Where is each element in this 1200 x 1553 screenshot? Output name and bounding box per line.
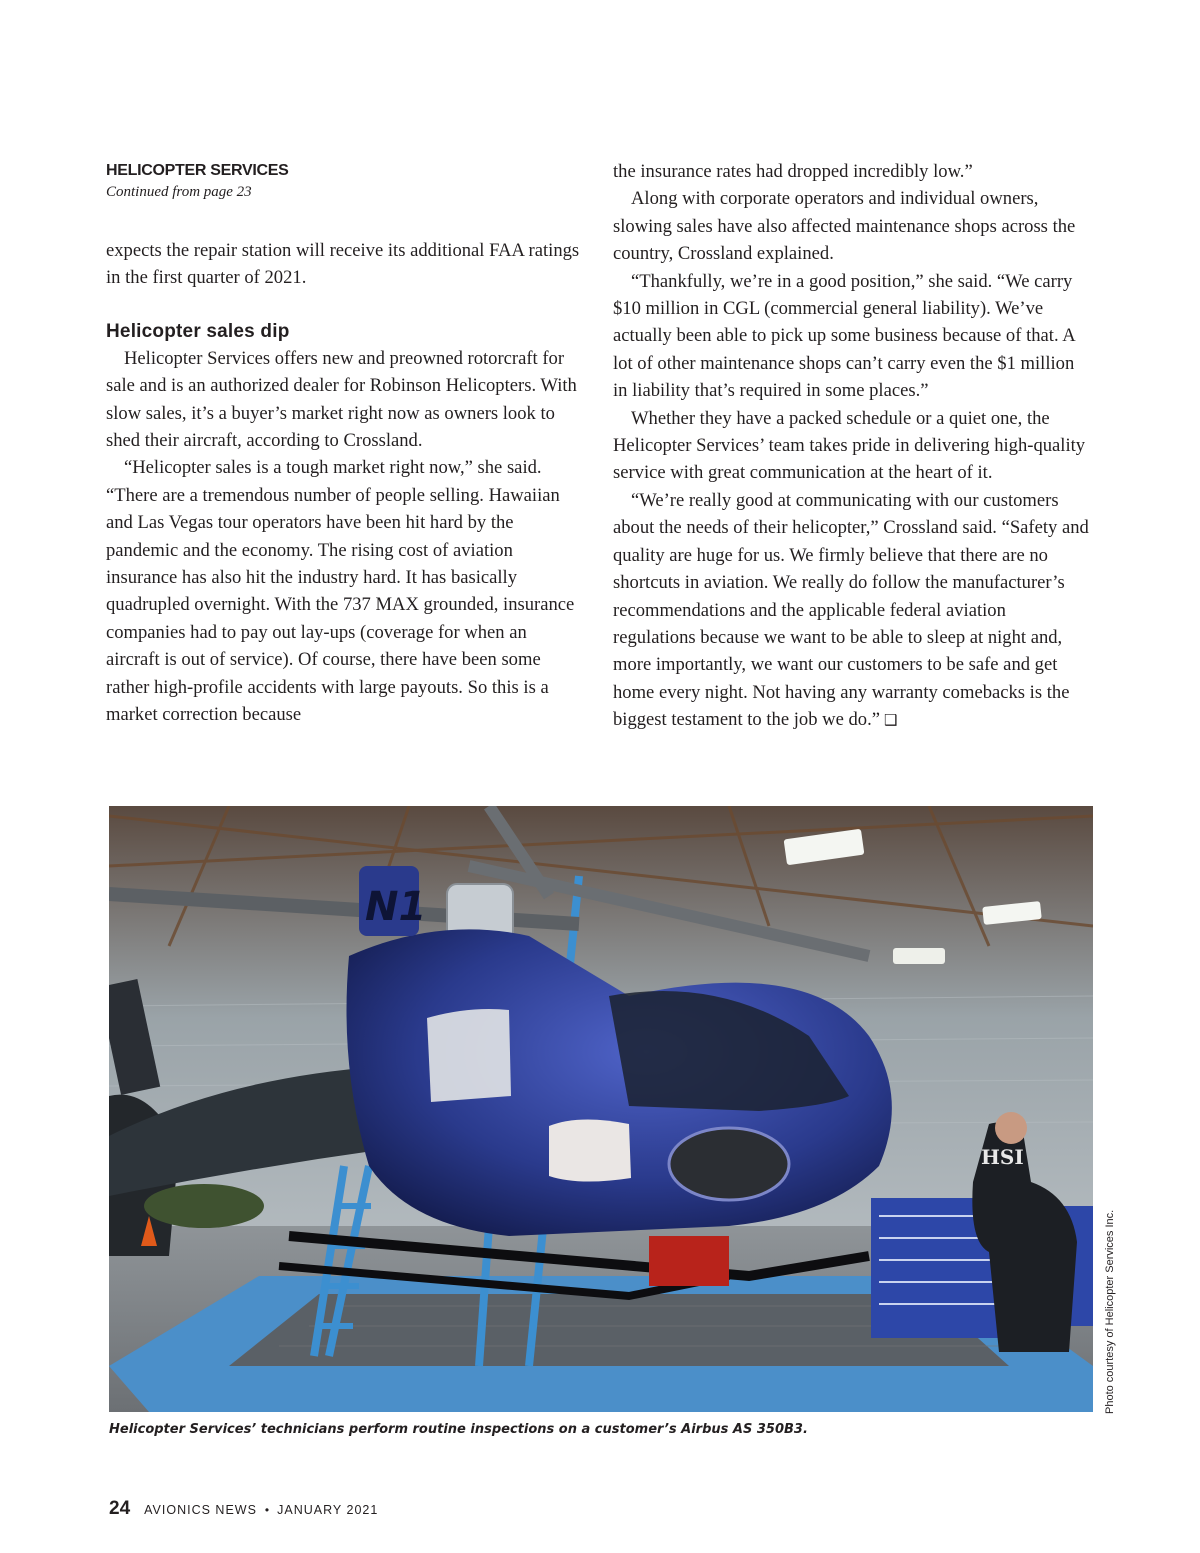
jacket-logo-text: HSI [981, 1145, 1024, 1169]
right-column [613, 158, 1091, 735]
body-paragraph: “Helicopter sales is a tough market right now,” she said. “There are a tremendous number of people selling. Hawaiian and Las Vegas tour operators have been hit hard by the pandemic and the economy. The rising cost of aviation insurance has also hit the industry hard. It has basically quadrupled overnight. With the 737 MAX grounded, insurance companies had to pay out lay-ups (coverage for when an aircraft is out of service). Of course, there have been some rather high-profile accidents with large payouts. So this is a market correction because [106, 457, 575, 726]
body-text: “We’re really good at communicating with our customers about the needs of their helicopter,” Crossland said. “Safety and quality are huge for us. We firmly believe that there are no shortcuts in aviation. We really do follow the manufacturer’s recommendations and the applicable federal aviation regulations because we want to be able to sleep at night and, more importantly, we want our customers to be safe and get home every night. Not having any warranty comebacks is the biggest testament to the job we do.” [613, 489, 1089, 731]
left-column [106, 237, 584, 729]
body-paragraph: Helicopter Services offers new and preowned rotorcraft for sale and is an authorized dealer for Robinson Helicopters. With slow sales, it’s a buyer’s market right now as owners look to shed their aircraft, according to Crossland. [106, 347, 577, 452]
body-paragraph: expects the repair station will receive its additional FAA ratings in the first quarter of 2021. [106, 240, 580, 289]
body-paragraph: Whether they have a packed schedule or a quiet one, the Helicopter Services’ team takes pride in delivering high-quality service with great communication at the heart of it. [613, 407, 1086, 484]
helicopter-photo [109, 806, 1093, 1412]
photo-caption: Helicopter Services’ technicians perform routine inspections on a customer’s Airbus AS 350B3. [109, 1422, 808, 1437]
page-number: 24 [109, 1498, 131, 1519]
end-of-article-mark: ❑ [883, 711, 898, 730]
photo-credit: Photo courtesy of Helicopter Services Inc. [1104, 1209, 1116, 1414]
publication-name: AVIONICS NEWS [144, 1503, 257, 1517]
body-paragraph: “Thankfully, we’re in a good position,” she said. “We carry $10 million in CGL (commercial general liability). We’ve actually been able to pick up some business because of that. A lot of other maintenance shops can’t carry even the $1 million in liability that’s required in some places.” [613, 270, 1075, 402]
body-paragraph [613, 487, 1091, 735]
section-label: HELICOPTER SERVICES [106, 162, 289, 179]
tail-number-text: N1 [365, 884, 427, 930]
continued-note: Continued from page 23 [106, 184, 252, 200]
subheading: Helicopter sales dip [106, 320, 290, 342]
issue-date: JANUARY 2021 [277, 1503, 379, 1517]
footer-separator: • [264, 1503, 270, 1517]
body-paragraph: the insurance rates had dropped incredibly low.” [613, 161, 973, 182]
body-paragraph: Along with corporate operators and individual owners, slowing sales have also affected maintenance shops across the country, Crossland explained. [613, 188, 1076, 265]
page-footer [109, 1498, 378, 1520]
